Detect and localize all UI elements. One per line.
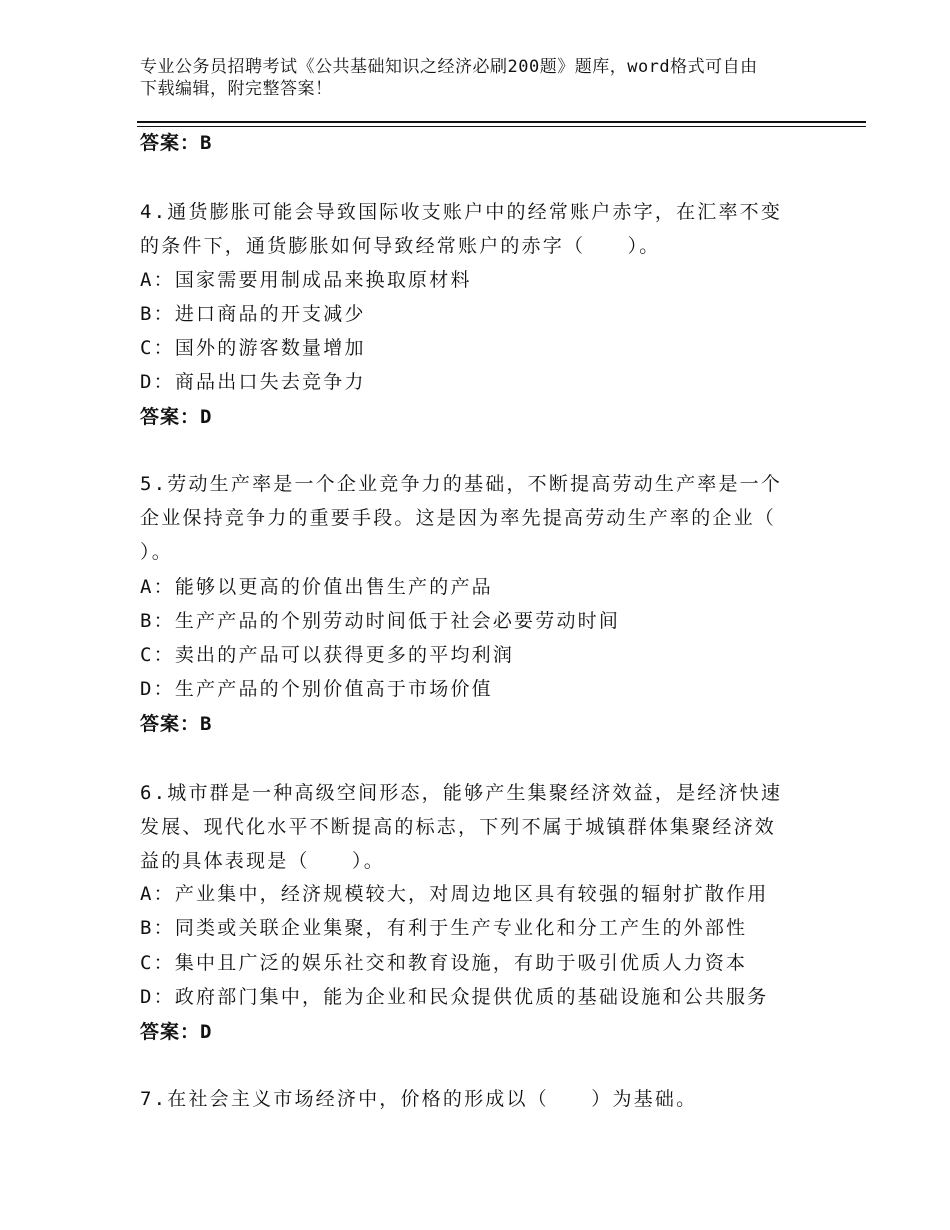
question-5-option-d: D：生产产品的个别价值高于市场价值 — [140, 678, 493, 700]
question-6-answer: 答案：D — [140, 1021, 213, 1043]
header-line-1: 专业公务员招聘考试《公共基础知识之经济必刷200题》题库，word格式可自由 — [140, 57, 758, 77]
question-7-text — [140, 1082, 795, 1116]
question-4-option-a: A：国家需要用制成品来换取原材料 — [140, 269, 472, 291]
question-line: 4.通货膨胀可能会导致国际收支账户中的经常账户赤字，在汇率不变 — [140, 201, 783, 223]
previous-answer: 答案：B — [140, 132, 213, 154]
page-header — [140, 56, 820, 100]
question-5-option-a: A：能够以更高的价值出售生产的产品 — [140, 576, 493, 598]
question-6-option-c: C：集中且广泛的娱乐社交和教育设施，有助于吸引优质人力资本 — [140, 952, 748, 974]
question-6-option-d: D：政府部门集中，能为企业和民众提供优质的基础设施和公共服务 — [140, 986, 769, 1008]
question-line: 企业保持竞争力的重要手段。这是因为率先提高劳动生产率的企业（ — [140, 507, 777, 529]
header-rule-thick — [137, 121, 866, 123]
question-5-option-c: C：卖出的产品可以获得更多的平均利润 — [140, 644, 515, 666]
question-5-answer: 答案：B — [140, 713, 213, 735]
question-line: 5.劳动生产率是一个企业竞争力的基础，不断提高劳动生产率是一个 — [140, 473, 783, 495]
question-6-option-a: A：产业集中，经济规模较大，对周边地区具有较强的辐射扩散作用 — [140, 883, 769, 905]
question-6-text — [140, 776, 795, 878]
header-rule-thin — [137, 126, 866, 127]
question-4-option-b: B：进口商品的开支减少 — [140, 303, 366, 325]
header-line-2: 下载编辑，附完整答案！ — [140, 79, 333, 99]
question-line: 益的具体表现是（ ）。 — [140, 850, 385, 872]
question-line: ）。 — [140, 541, 173, 563]
question-4-option-d: D：商品出口失去竞争力 — [140, 371, 366, 393]
question-4-answer: 答案：D — [140, 406, 213, 428]
question-line: 的条件下，通货膨胀如何导致经常账户的赤字（ ）。 — [140, 235, 661, 257]
question-line: 7.在社会主义市场经济中，价格的形成以（ ）为基础。 — [140, 1088, 698, 1110]
question-line: 6.城市群是一种高级空间形态，能够产生集聚经济效益，是经济快速 — [140, 782, 783, 804]
question-4-text — [140, 195, 795, 263]
question-5-text — [140, 467, 795, 569]
question-5-option-b: B：生产产品的个别劳动时间低于社会必要劳动时间 — [140, 610, 621, 632]
question-line: 发展、现代化水平不断提高的标志，下列不属于城镇群体集聚经济效 — [140, 816, 777, 838]
question-6-option-b: B：同类或关联企业集聚，有利于生产专业化和分工产生的外部性 — [140, 917, 748, 939]
question-4-option-c: C：国外的游客数量增加 — [140, 337, 366, 359]
